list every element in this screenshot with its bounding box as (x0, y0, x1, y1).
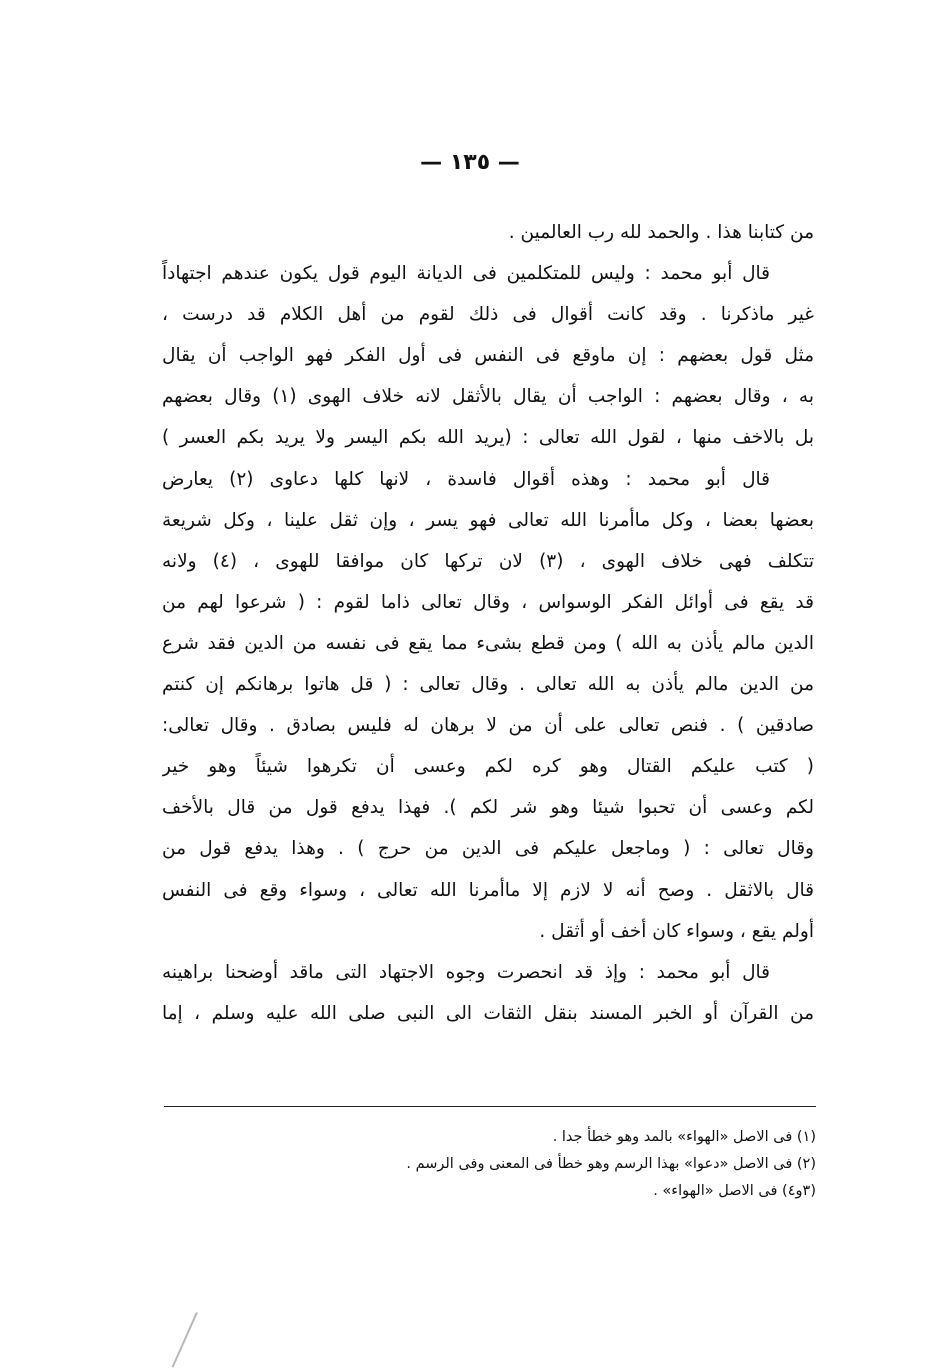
text-line: قال أبو محمد : وهذه أقوال فاسدة ، لانها كلها دعاوى (٢) يعارض (162, 468, 770, 490)
text-line: قال أبو محمد : وليس للمتكلمين فى الديانة اليوم قول يكون عندهم اجتهاداً (162, 263, 770, 285)
footnotes (164, 1124, 816, 1205)
footnote-divider (164, 1106, 816, 1107)
text-line: صادقين ) . فنص تعالى على أن من لا برهان له فليس بصادق . وقال تعالى: (162, 715, 814, 737)
text-line: الدين مالم يأذن به الله ) ومن قطع بشىء مما يقع فى نفسه من الدين فقد شرع (162, 632, 814, 654)
text-line: من كتابنا هذا . والحمد لله رب العالمين . (508, 222, 814, 243)
footnote: (٣و٤) فى الاصل «الهواء» . (653, 1183, 816, 1199)
text-line: بل بالاخف منها ، لقول الله تعالى : (يريد الله بكم اليسر ولا يريد بكم العسر ) (162, 427, 814, 449)
text-line: به ، وقال بعضهم : الواجب أن يقال بالأثقل لانه خلاف الهوى (١) وقال بعضهم (162, 386, 814, 408)
footnote: (٢) فى الاصل «دعوا» بهذا الرسم وهو خطأ فى المعنى وفى الرسم . (406, 1156, 816, 1172)
text-line: مثل قول بعضهم : إن ماوقع فى النفس فى أول الفكر فهو الواجب أن يقال (162, 345, 814, 367)
text-line: ( كتب عليكم القتال وهو كره لكم وعسى أن تكرهوا شيئاً وهو خير (162, 756, 814, 778)
text-line: بعضها بعضا ، وكل ماأمرنا الله تعالى فهو يسر ، وإن ثقل علينا ، وكل شريعة (162, 509, 814, 531)
text-line: قد يقع فى أوائل الفكر الوسواس ، وقال تعالى ذاما لقوم : ( شرعوا لهم من (162, 591, 814, 613)
body-text (162, 212, 814, 1034)
page-number: — ١٣٥ — (420, 150, 520, 175)
scan-mark (172, 1312, 198, 1368)
footnote: (١) فى الاصل «الهواء» بالمد وهو خطأ جدا . (552, 1129, 816, 1145)
text-line: غير ماذكرنا . وقد كانت أقوال فى ذلك لقوم من أهل الكلام قد درست ، (162, 304, 814, 326)
text-line: تتكلف فهى خلاف الهوى ، (٣) لان تركها كان موافقا للهوى ، (٤) ولانه (162, 550, 814, 572)
text-line: قال بالاثقل . وصح أنه لا لازم إلا ماأمرنا الله تعالى ، وسواء وقع فى النفس (162, 879, 814, 901)
text-line: من القرآن أو الخبر المسند بنقل الثقات الى النبى صلى الله عليه وسلم ، إما (162, 1002, 814, 1024)
text-line: وقال تعالى : ( وماجعل عليكم فى الدين من حرج ) . وهذا يدفع قول من (162, 838, 814, 860)
text-line: من الدين مالم يأذن به الله تعالى . وقال تعالى : ( قل هاتوا برهانكم إن كنتم (162, 674, 814, 696)
text-line: أولم يقع ، وسواء كان أخف أو أثقل . (539, 920, 814, 942)
text-line: لكم وعسى أن تحبوا شيئا وهو شر لكم ). فهذا يدفع قول من قال بالأخف (162, 797, 814, 819)
text-line: قال أبو محمد : وإذ قد انحصرت وجوه الاجتهاد التى ماقد أوضحنا براهينه (162, 961, 770, 983)
